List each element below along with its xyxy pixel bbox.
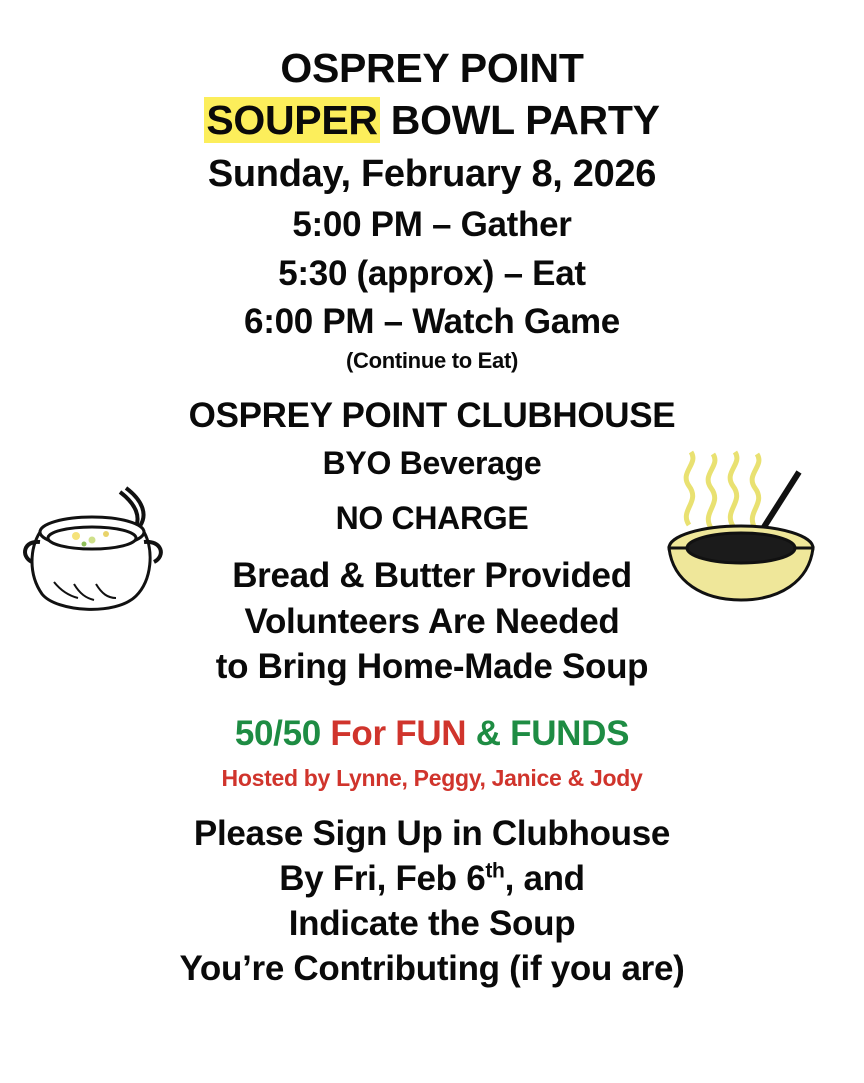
- fifty-fifty-fun: FUN: [395, 713, 476, 753]
- fifty-fifty-for: For: [330, 713, 396, 753]
- byo-beverage: BYO Beverage: [322, 444, 542, 481]
- signup-deadline: By Fri, Feb 6: [279, 859, 486, 899]
- no-charge: NO CHARGE: [335, 499, 529, 536]
- schedule-item-watch-game: 6:00 PM – Watch Game: [244, 301, 620, 341]
- title-highlight: SOUPER: [206, 96, 378, 143]
- title-rest: BOWL PARTY: [379, 96, 660, 143]
- signup-deadline-ordinal: th: [485, 859, 505, 883]
- continue-note: (Continue to Eat): [345, 347, 519, 373]
- fifty-fifty-number: 50/50: [234, 713, 331, 753]
- bring-soup: to Bring Home-Made Soup: [215, 646, 649, 686]
- event-date: Sunday, February 8, 2026: [207, 152, 657, 195]
- signup-line-2: [20, 859, 844, 898]
- hosted-by: Hosted by Lynne, Peggy, Janice & Jody: [221, 765, 643, 792]
- schedule-item-eat: 5:30 (approx) – Eat: [278, 253, 586, 293]
- title-line-1: OSPREY POINT: [280, 45, 584, 91]
- fifty-fifty-funds: & FUNDS: [475, 713, 630, 753]
- signup-deadline-tail: , and: [504, 859, 585, 899]
- title-line-2: [20, 98, 844, 144]
- fifty-fifty-line: [20, 714, 844, 753]
- signup-line-1: Please Sign Up in Clubhouse: [193, 813, 671, 853]
- steaming-soup-bowl-illustration: [649, 430, 864, 620]
- signup-line-4: You’re Contributing (if you are): [179, 949, 685, 989]
- signup-line-3: Indicate the Soup: [288, 904, 576, 944]
- venue: OSPREY POINT CLUBHOUSE: [188, 395, 676, 435]
- volunteers-needed: Volunteers Are Needed: [244, 601, 620, 641]
- bread-and-butter: Bread & Butter Provided: [232, 556, 632, 596]
- schedule-item-gather: 5:00 PM – Gather: [292, 205, 572, 245]
- soup-pot-illustration: [8, 470, 198, 640]
